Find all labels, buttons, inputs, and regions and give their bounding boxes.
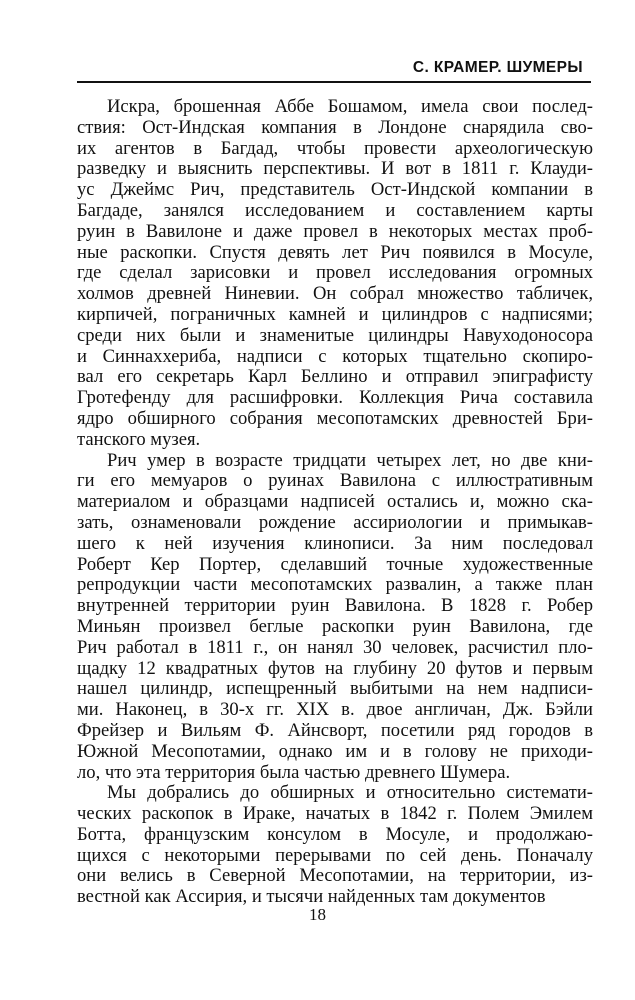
text-line: среди них были и знаменитые цилиндры Навуходоносора	[77, 325, 593, 346]
text-line: Роберт Кер Портер, сделавший точные художественные	[77, 554, 593, 575]
text-line: внутренней территории руин Вавилона. В 1828 г. Робер	[77, 596, 593, 617]
paragraph	[77, 783, 593, 908]
page-number: 18	[309, 905, 326, 924]
text-line: ги его мемуаров о руинах Вавилона с иллюстративным	[77, 471, 593, 492]
running-head: С. КРАМЕР. ШУМЕРЫ	[412, 59, 583, 76]
text-line: щихся с некоторыми перерывами по сей день. Поначалу	[77, 845, 593, 866]
text-line: ло, что эта территория была частью древнего Шумера.	[77, 762, 511, 783]
text-line: Рич работал в 1811 г., он нанял 30 человек, расчистил пло-	[77, 637, 593, 658]
text-line: они велись в Северной Месопотамии, на территории, из-	[77, 866, 593, 887]
text-line: Искра, брошенная Аббе Бошамом, имела свои послед-	[107, 97, 593, 117]
body-text	[77, 97, 593, 908]
text-line: вестной как Ассирия, и тысячи найденных там документов	[77, 887, 546, 908]
text-line: разведку и выяснить перспективы. И вот в 1811 г. Клауди-	[77, 159, 593, 180]
paragraph	[77, 97, 593, 451]
text-line: щадку 12 квадратных футов на глубину 20 футов и первым	[77, 658, 593, 679]
text-line: ус Джеймс Рич, представитель Ост-Индской компании в	[77, 180, 593, 201]
text-line: Мы добрались до обширных и относительно системати-	[107, 783, 593, 804]
text-line: холмов древней Ниневии. Он собрал множество табличек,	[77, 284, 593, 305]
text-line: Гротефенду для расшифровки. Коллекция Рича составила	[77, 388, 593, 409]
text-line: Фрейзер и Вильям Ф. Айнсворт, посетили ряд городов в	[77, 720, 593, 741]
paragraph	[77, 451, 593, 784]
text-line: Южной Месопотамии, однако им и в голову не приходи-	[77, 741, 593, 762]
text-line: ные раскопки. Спустя девять лет Рич появился в Мосуле,	[77, 242, 593, 263]
text-line: ствия: Ост-Индская компания в Лондоне снарядила сво-	[77, 117, 593, 138]
text-line: Рич умер в возрасте тридцати четырех лет, но две кни-	[107, 450, 593, 471]
text-line: Багдаде, занялся исследованием и составлением карты	[77, 200, 593, 221]
text-line: материалом и образцами надписей остались и, можно ска-	[77, 492, 593, 513]
text-line: кирпичей, пограничных камней и цилиндров с надписями;	[77, 304, 593, 325]
text-line: и Синнаххериба, надписи с которых тщательно скопиро-	[77, 346, 593, 367]
text-line: нашел цилиндр, испещренный выбитыми на нем надписи-	[77, 679, 593, 700]
text-line: зать, ознаменовали рождение ассириологии и примыкав-	[77, 512, 593, 533]
text-line: вал его секретарь Карл Беллино и отправил эпиграфисту	[77, 367, 593, 388]
text-line: Ботта, французским консулом в Мосуле, и продолжаю-	[77, 824, 593, 845]
text-line: шего к ней изучения клинописи. За ним последовал	[77, 533, 593, 554]
text-line: их агентов в Багдад, чтобы провести археологическую	[77, 138, 593, 159]
text-line: ческих раскопок в Ираке, начатых в 1842 г. Полем Эмилем	[77, 804, 593, 825]
text-line: ядро обширного собрания месопотамских древностей Бри-	[77, 408, 593, 429]
text-line: ми. Наконец, в 30-х гг. XIX в. двое англичан, Дж. Бэйли	[77, 700, 593, 721]
header-rule	[77, 81, 591, 83]
text-line: репродукции части месопотамских развалин, а также план	[77, 575, 593, 596]
text-line: танского музея.	[77, 429, 201, 450]
text-line: где сделал зарисовки и провел исследования огромных	[77, 263, 593, 284]
text-line: руин в Вавилоне и даже провел в некоторых местах проб-	[77, 221, 593, 242]
text-line: Миньян произвел беглые раскопки руин Вавилона, где	[77, 616, 593, 637]
